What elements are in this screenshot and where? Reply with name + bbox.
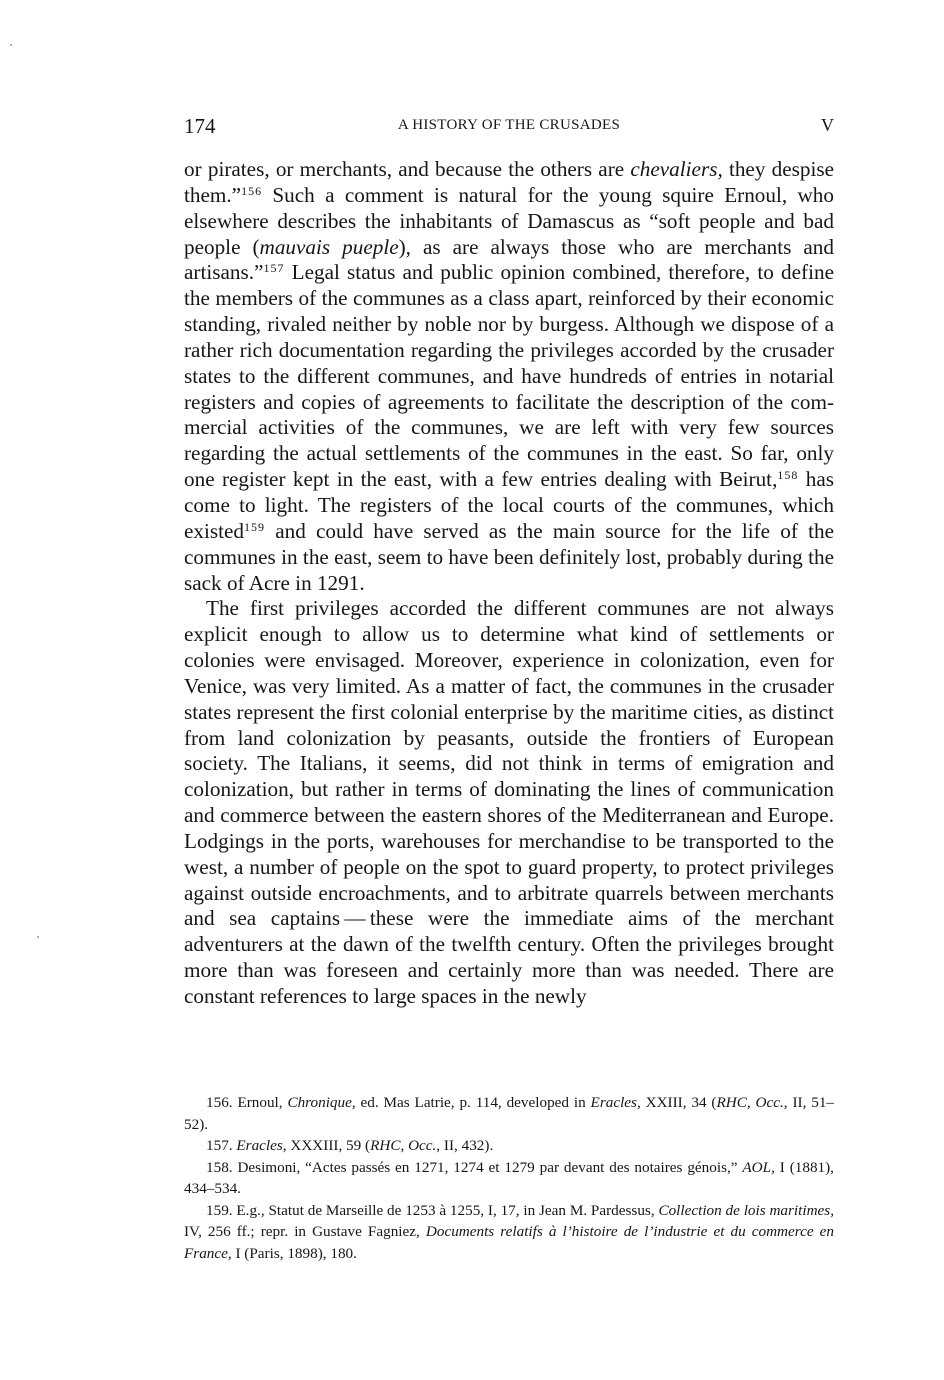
running-header (184, 114, 834, 140)
text-run: Legal status and public opinion combined, therefore, to define the members of the communes as a class apart, reinforced by their economic standing, rivaled neither by noble nor by burgess. Although we dispose of a rather rich documentation regarding the privileges accorded by the crusader states to the different communes, and have hundreds of entries in notarial registers and copies of agreements to facilitate the description of the commercial activities of the communes, we are left with very few sources regarding the actual settlements of the communes in the east. So far, only one register kept in the east, with a few entries dealing with Beirut, (184, 260, 834, 492)
footnote-ref-157[interactable]: 157 (263, 261, 285, 276)
italic-title: Eracles, (236, 1137, 287, 1154)
text-run: XXIII, 34 ( (640, 1094, 717, 1111)
footnote-159 (184, 1200, 834, 1265)
footnote-157 (184, 1135, 834, 1157)
italic-term: chevaliers, (630, 157, 723, 181)
footnote-ref-158[interactable]: 158 (777, 468, 799, 483)
text-run: Such a comment is natural for the young squire Ernoul, who elsewhere describes the inhabitants of Damascus as “soft people and bad people ( (184, 182, 834, 259)
footnote-156 (184, 1092, 834, 1135)
text-run: I (Paris, 1898), 180. (231, 1244, 357, 1262)
running-title: A HISTORY OF THE CRUSADES (397, 117, 621, 133)
italic-title: RHC, Occ., (370, 1137, 441, 1154)
text-run: ed. Mas Latrie, p. 114, developed in (355, 1094, 591, 1111)
paragraph-2: The first privileges accorded the different communes are not always explicit enough to allow us to determine what kind of settlements or colonies were envisaged. Moreover, experience in colonization, even for Venice, was very limited. As a matter of fact, the communes in the crusader states represent the first colonial enterprise by the maritime cities, as distinct from land colonization by peasants, outside the frontiers of European society. The Italians, it seems, did not think in terms of emigration and colonization, but rather in terms of dominating the lines of communication and commerce between the eastern shores of the Mediterranean and Europe. Lodgings in the ports, warehouses for merchandise to be transported to the west, a number of people on the spot to guard property, to protect privileges against outside encroachments, and to arbitrate quarrels between merchants and sea captains — these were the immediate aims of the merchant adventurers at the dawn of the twelfth century. Often the privileges brought more than was foreseen and certainly more than was needed. There are constant references to large spaces in the newly (184, 596, 834, 1008)
text-run: IV, 256 ff.; repr. in Gustave Fagniez, (184, 1223, 426, 1240)
text-run: ), as are always those who are merchants and artisans.” (184, 234, 834, 285)
text-run: II, 51–52). (184, 1094, 835, 1133)
paragraph-1 (184, 157, 834, 596)
main-text (184, 157, 834, 1010)
text-run: 159. E.g., Statut de Marseille de 1253 à 1255, I, 17, in Jean M. Pardessus, (206, 1201, 659, 1219)
italic-title: Documents relatifs à l’histoire de l’industrie et du commerce en France, (184, 1223, 834, 1262)
text-run: 158. Desimoni, “Actes passés en 1271, 1274 et 1279 par devant des notaires génois,” (206, 1158, 743, 1176)
text-run: I (1881), 434–534. (184, 1158, 834, 1197)
italic-title: Chronique, (287, 1094, 356, 1111)
scan-speck (37, 936, 39, 938)
text-run: they despise them.” (184, 157, 834, 207)
footnote-ref-159[interactable]: 159 (244, 519, 266, 534)
text-run: has come to light. The registers of the local courts of the communes, which existed (184, 467, 834, 543)
footnote-158 (184, 1157, 834, 1200)
italic-title: AOL, (742, 1158, 775, 1176)
footnote-ref-156[interactable]: 156 (241, 183, 263, 198)
italic-term: mauvais pueple (259, 234, 399, 259)
text-run: or pirates, or merchants, and because the others are (184, 157, 631, 181)
italic-title: Collection de lois maritimes, (658, 1201, 834, 1219)
italic-title: RHC, Occ., (716, 1094, 788, 1111)
text-run: 157. (206, 1137, 237, 1154)
italic-title: Eracles, (590, 1094, 641, 1111)
volume-number: V (821, 115, 834, 135)
text-run: and could have served as the main source for the life of the communes in the east, seem to have been definitely lost, probably during the sack of Acre in 1291. (184, 518, 834, 595)
text-run: 156. Ernoul, (206, 1094, 288, 1111)
text-run: XXXIII, 59 ( (286, 1137, 371, 1154)
scan-speck (10, 44, 12, 46)
page-number: 174 (184, 114, 216, 138)
footnotes (184, 1092, 834, 1264)
text-run: II, 432). (440, 1137, 494, 1154)
